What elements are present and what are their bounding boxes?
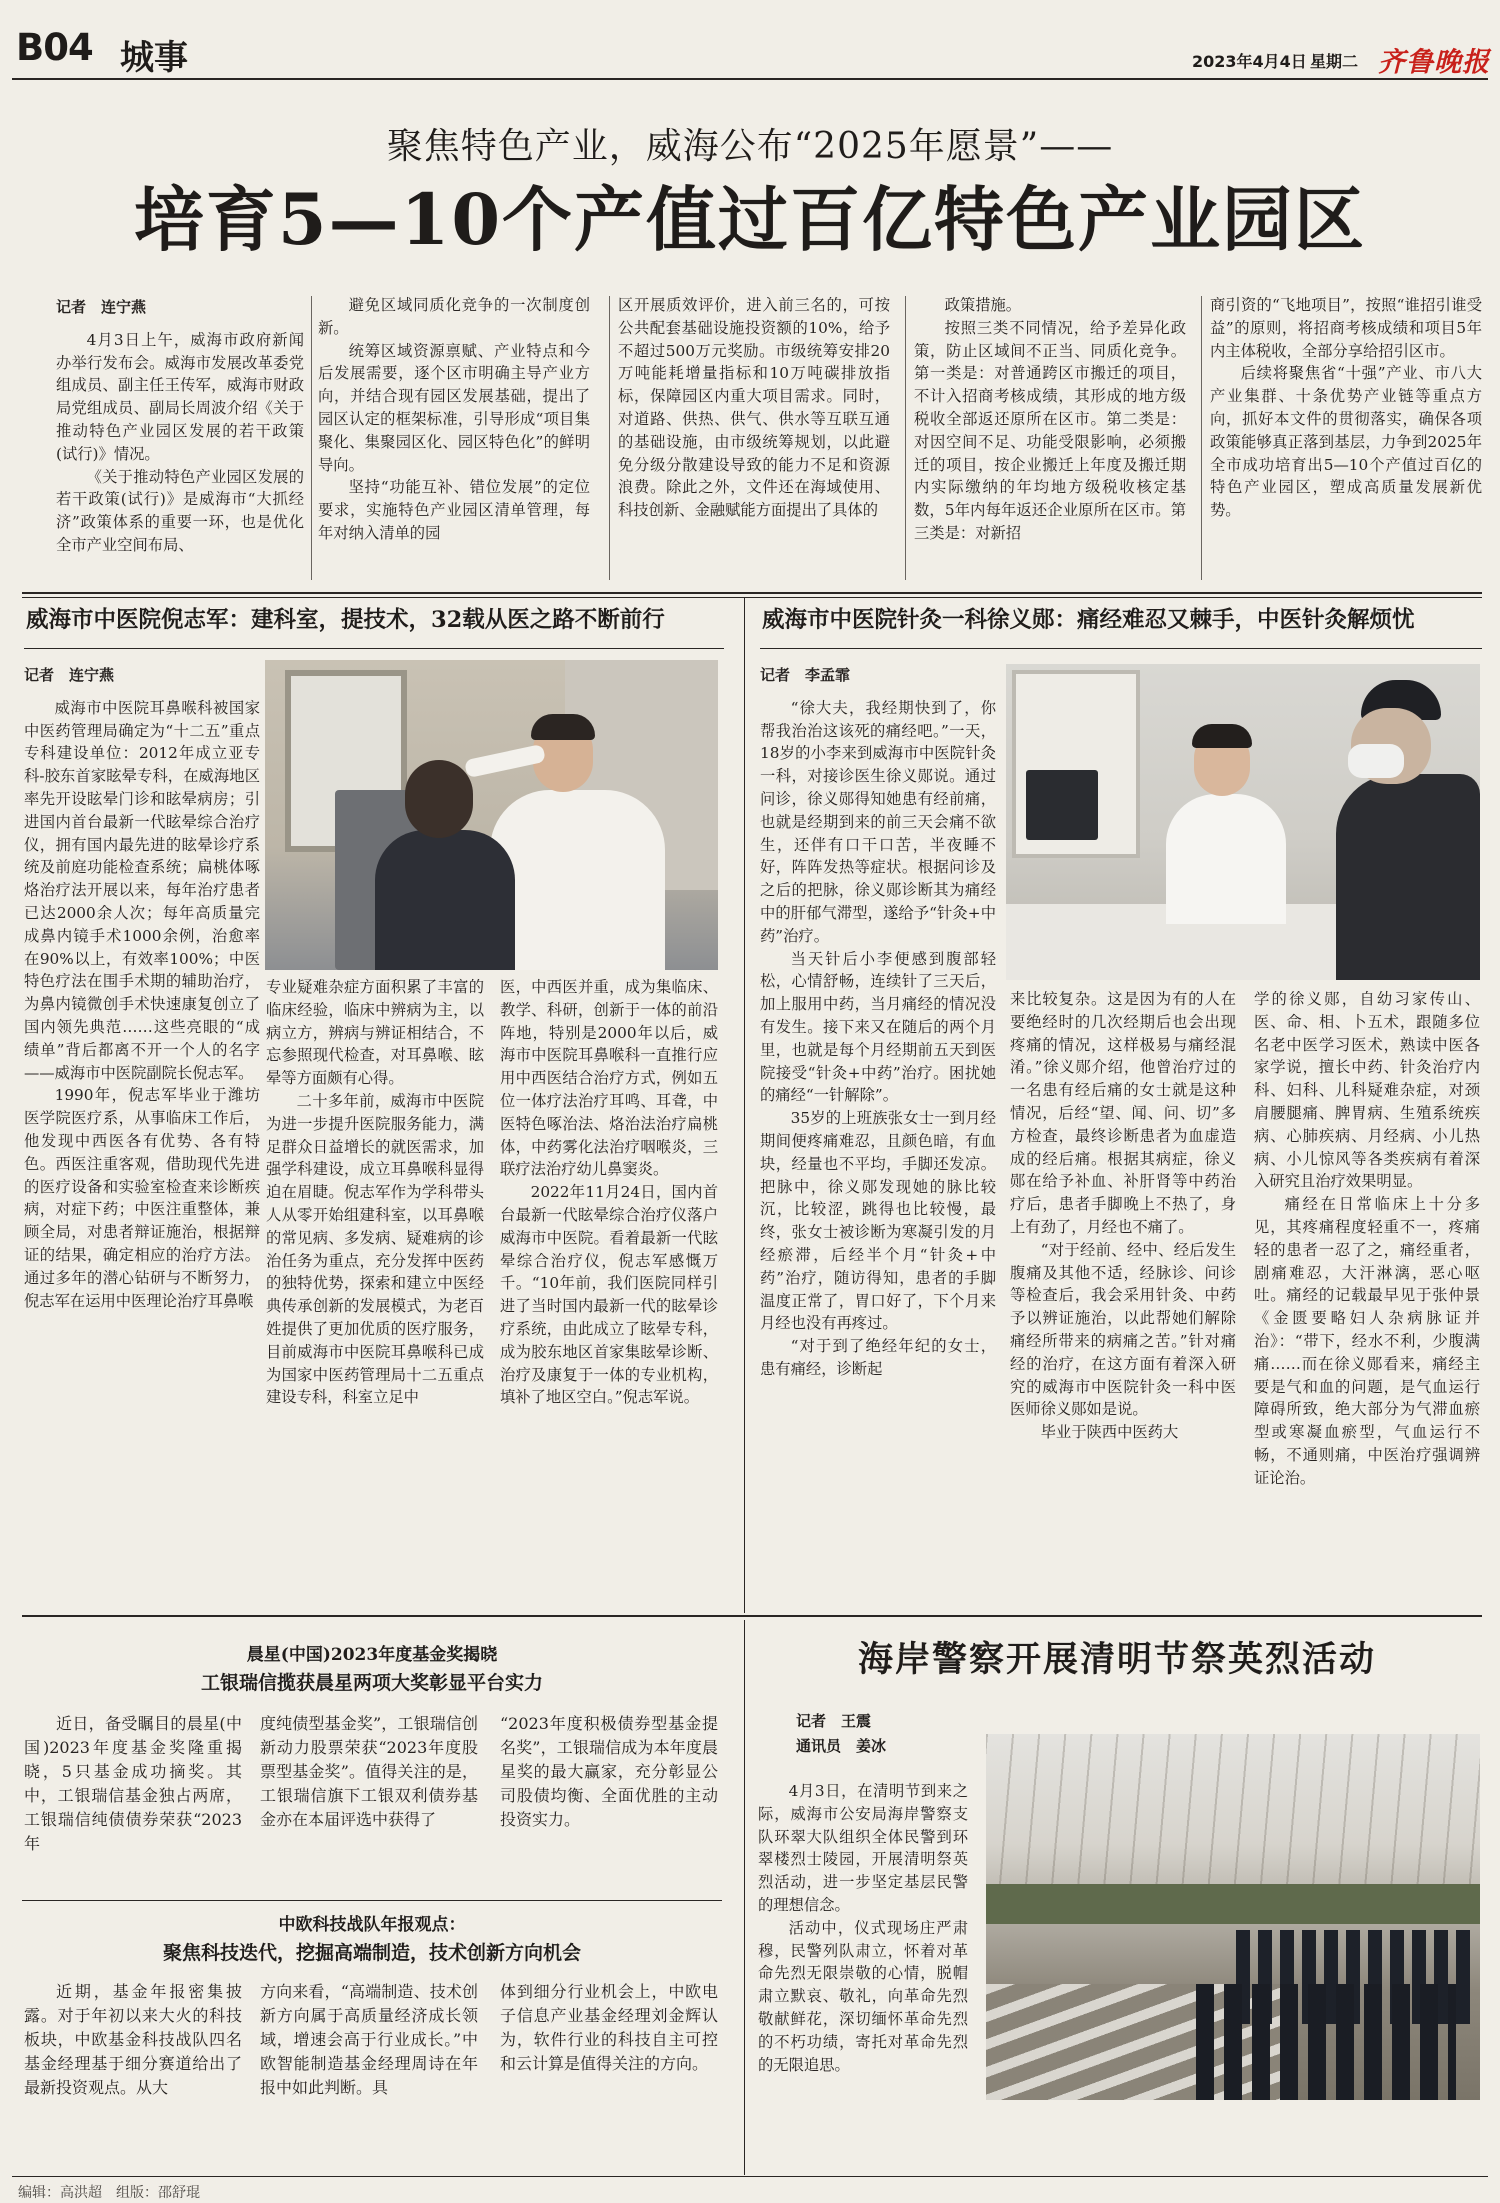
police-para: 4月3日，在清明节到来之际，威海市公安局海岸警察支队环翠大队组织全体民警到环翠楼烈士陵园，开展清明祭英烈活动，进一步坚定基层民警的理想信念。 xyxy=(758,1782,968,1914)
lead-col-2 xyxy=(318,294,590,584)
lead-kicker: 聚焦特色产业，威海公布“2025年愿景”—— xyxy=(386,126,1114,167)
right-col3-para: 痛经在日常临床上十分多见，其疼痛程度轻重不一，疼痛轻的患者一忍了之，痛经重者，剧痛难忍，大汗淋漓，恶心呕吐。痛经的记载最早见于张仲景《金匮要略妇人杂病脉证并治》：“带下，经水不利，少腹满痛……而在徐义郧看来，痛经主要是气和血的问题，是气血运行障碍所致，绝大部分为气滞血瘀型或寒凝血瘀型，气血运行不畅，不通则痛，中医治疗强调辨证论治。 xyxy=(1254,1195,1480,1487)
right-col2-para: 来比较复杂。这是因为有的人在要绝经时的几次经期后也会出现疼痛的情况，这样极易与痛经混淆。”徐义郧介绍，他曾治疗过的一名患有经后痛的女士就是这种情况，后经“望、闻、问、切”多方检查，最终诊断患者为血虚造成的经后痛。根据其病症，徐义郧在给予补血、补肝肾等中药治疗后，患者手脚晚上不热了，身上有劲了，月经也不痛了。 xyxy=(1010,990,1236,1236)
left-col1-para: 1990年，倪志军毕业于潍坊医学院医疗系，从事临床工作后，他发现中西医各有优势、各有特色。西医注重客观，借助现代先进的医疗设备和实验室检查来诊断疾病，对症下药；中医注重整体，兼顾全局，对患者辩证施治，根据辩证的结果，确定相应的治疗方法。通过多年的潜心钻研与不断努力，倪志军在运用中医理论治疗耳鼻喉 xyxy=(24,1086,260,1310)
doctor-hair xyxy=(531,714,595,740)
lead-headline: 培育5—10个产值过百亿特色产业园区 xyxy=(133,178,1367,261)
lead-col-5 xyxy=(1210,294,1482,584)
story-divider xyxy=(744,1620,745,2175)
paper-logo: 齐鲁晚报 xyxy=(1378,47,1490,78)
left-col2-para: 专业疑难杂症方面积累了丰富的临床经验，临床中辨病为主，以病立方，辨病与辨证相结合，不忘参照现代检查，对耳鼻喉、眩晕等方面颇有心得。 xyxy=(266,978,484,1088)
fund-col3-para: “2023年度积极债券型基金提名奖”，工银瑞信成为本年度晨星奖的最大赢家，充分彰显公司股债均衡、全面优胜的主动投资实力。 xyxy=(500,1714,718,1829)
headline-underline xyxy=(760,648,1482,649)
police-byline-reporter: 记者 王震 xyxy=(796,1712,872,1730)
zhongou-col2-para: 方向来看，“高端制造、技术创新方向属于高质量经济成长领域，增速会高于行业成长。”中欧智能制造基金经理周诗在年报中如此判断。具 xyxy=(260,1982,478,2097)
zhongou-subtitle: 中欧科技战队年报观点： xyxy=(278,1915,466,1935)
lead-byline: 记者 连宁燕 xyxy=(56,298,147,316)
section-rule xyxy=(22,1900,722,1901)
left-story-headline: 威海市中医院倪志军：建科室，提技术，32载从医之路不断前行 xyxy=(26,607,665,633)
column-rule xyxy=(1201,296,1202,580)
lead-col2-para: 统筹区域资源禀赋、产业特点和今后发展需要，逐个区市明确主导产业方向，并结合现有园区发展基础，提出了园区认定的框架标准，引导形成“项目集聚化、集聚园区化、园区特色化”的鲜明导向。 xyxy=(318,341,590,474)
right-col-3 xyxy=(1254,988,1480,1610)
editor-credit: 编辑：高洪超 组版：邵舒琨 xyxy=(18,2185,200,2201)
right-byline: 记者 李孟霏 xyxy=(760,666,851,684)
doctor-coat xyxy=(1166,794,1286,924)
patient-body xyxy=(375,830,515,970)
lead-col5-para: 商引资的“飞地项目”，按照“谁招引谁受益”的原则，将招商考核成绩和项目5年内主体税收，全部分享给招引区市。 xyxy=(1210,296,1482,360)
fund-col-2 xyxy=(260,1712,478,1896)
right-col1-para: “对于到了绝经年纪的女士，患有痛经，诊断起 xyxy=(760,1337,996,1378)
left-col-3 xyxy=(500,976,718,1608)
headline-underline xyxy=(24,648,724,649)
left-col3-para: 2022年11月24日，国内首台最新一代眩晕综合治疗仪落户威海市中医院。看着最新一代眩晕综合治疗仪，倪志军感慨万千。“10年前，我们医院同样引进了当时国内最新一代的眩晕诊疗系统，由此成立了眩晕专科，成为胶东地区首家集眩晕诊断、治疗及康复于一体的专业机构，填补了地区空白。”倪志军说。 xyxy=(500,1183,718,1407)
zhongou-col-3 xyxy=(500,1980,718,2170)
masthead-rule xyxy=(12,78,1488,80)
zhongou-headline: 聚焦科技迭代，挖掘高端制造，技术创新方向机会 xyxy=(162,1942,581,1964)
section-rule xyxy=(22,1615,1482,1617)
bare-trees xyxy=(986,1734,1480,1884)
fund-col-3 xyxy=(500,1712,718,1896)
patient-mask xyxy=(1348,744,1404,778)
right-col1-para: “徐大夫，我经期快到了，你帮我治治这该死的痛经吧。”一天，18岁的小李来到威海市中医院针灸一科，对接诊医生徐义郧说。通过问诊，徐义郧得知她患有经前痛，也就是经期到来的前三天会痛不欲生，还伴有口干口苦，半夜睡不好，阵阵发热等症状。根据问诊及之后的把脉，徐义郧诊断其为痛经中的肝郁气滞型，遂给予“针灸+中药”治疗。 xyxy=(760,698,996,945)
right-col1-para: 当天针后小李便感到腹部轻松，心情舒畅，连续针了三天后，加上服用中药，当月痛经的情况没有发生。接下来又在随后的两个月里，也就是每个月经期前五天到医院接受“针灸+中药”治疗。困扰她的痛经“一针解除”。 xyxy=(760,949,996,1105)
doctor-hair xyxy=(1192,724,1252,748)
lead-col-3 xyxy=(618,294,890,584)
zhongou-col-2 xyxy=(260,1980,478,2170)
right-col2-para: 毕业于陕西中医药大 xyxy=(1040,1423,1179,1442)
lead-col1-para: 4月3日上午，威海市政府新闻办举行发布会。威海市发展改革委党组成员、副主任王传军，威海市财政局党组成员、副局长周波介绍《关于推动特色产业园区发展的若干政策(试行)》情况。 xyxy=(56,330,304,463)
zhongou-col1-para: 近期，基金年报密集披露。对于年初以来大火的科技板块，中欧基金科技战队四名基金经理基于细分赛道给出了最新投资观点。从大 xyxy=(24,1982,242,2097)
right-col2-para: “对于经前、经中、经后发生腹痛及其他不适，经脉诊、问诊等检查后，我会采用针灸、中药予以辨证施治，以此帮她们解除痛经所带来的病痛之苦。”针对痛经的治疗，在这方面有着深入研究的威海市中医院针灸一科中医医师徐义郧如是说。 xyxy=(1010,1240,1236,1419)
section-name: 城事 xyxy=(120,38,188,78)
lead-col-1 xyxy=(56,294,304,584)
cemetery-ceremony-photo xyxy=(986,1734,1480,2100)
lead-col-4 xyxy=(914,294,1186,584)
story-divider xyxy=(744,598,745,1613)
left-col1-para: 威海市中医院耳鼻喉科被国家中医药管理局确定为“十二五”重点专科建设单位：2012年成立亚专科-胶东首家眩晕专科，在威海地区率先开设眩晕门诊和眩晕病房；引进国内首台最新一代眩晕综合治疗仪，拥有国内最先进的眩晕诊疗系统及前庭功能检查系统；扁桃体啄烙治疗法开展以来，每年治疗患者已达2000余人次；每年高质量完成鼻内镜手术1000余例，治愈率在90%以上，有效率100%；中医特色疗法在围手术期的辅助治疗，为鼻内镜微创手术快速康复创立了国内领先典范……这些亮眼的“成绩单”背后都离不开一个人的名字——威海市中医院副院长倪志军。 xyxy=(24,698,260,1082)
fund-col2-para: 度纯债型基金奖”，工银瑞信创新动力股票荣获“2023年度股票型基金奖”。值得关注的是，工银瑞信旗下工银双利债券基金亦在本届评选中获得了 xyxy=(260,1714,478,1829)
left-col3-para: 医，中西医并重，成为集临床、教学、科研，创新于一体的前沿阵地，特别是2000年以后，威海市中医院耳鼻喉科一直推行应用中西医结合治疗方式，例如五位一体疗法治疗耳鸣、耳聋，中医特色啄治法、烙治法治疗扁桃体，中药雾化法治疗咽喉炎，三联疗法治疗幼儿鼻窦炎。 xyxy=(500,978,718,1179)
issue-weekday: 星期二 xyxy=(1310,52,1359,71)
lead-col1-para: 《关于推动特色产业园区发展的若干政策(试行)》是威海市“大抓经济”政策体系的重要一环，也是优化全市产业空间布局、 xyxy=(56,467,304,554)
column-rule xyxy=(905,296,906,580)
acupuncture-consult-photo xyxy=(1006,664,1480,980)
right-col-1 xyxy=(760,662,996,1610)
section-rule xyxy=(22,592,1482,598)
lead-col4-para: 政策措施。 xyxy=(944,296,1022,314)
right-story-headline: 威海市中医院针灸一科徐义郧：痛经难忍又棘手，中医针灸解烦忧 xyxy=(762,607,1415,633)
zhongou-col-1 xyxy=(24,1980,242,2170)
column-rule xyxy=(311,296,312,580)
doctor-arm xyxy=(464,744,546,778)
police-para: 活动中，仪式现场庄严肃穆，民警列队肃立，怀着对革命先烈无限崇敬的心情，脱帽肃立默哀、敬礼，向革命先烈敬献鲜花，深切缅怀革命先烈的不朽功绩，寄托对革命先烈的无限追思。 xyxy=(758,1918,968,2074)
hedge-row xyxy=(986,1884,1480,1924)
fund-col1-para: 近日，备受瞩目的晨星(中国)2023年度基金奖隆重揭晓，5只基金成功摘奖。其中，工银瑞信基金独占两席，工银瑞信纯债债券荣获“2023年 xyxy=(24,1714,242,1853)
page-code: B04 xyxy=(16,26,93,69)
left-col-1 xyxy=(24,662,260,1607)
footer-rule xyxy=(12,2176,1488,2177)
lead-col2-para: 避免区域同质化竞争的一次制度创新。 xyxy=(318,296,590,337)
fund-headline: 工银瑞信揽获晨星两项大奖彰显平台实力 xyxy=(200,1672,543,1694)
right-col-2 xyxy=(1010,988,1236,1610)
left-col2-para: 二十多年前，威海市中医院为进一步提升医院服务能力，满足群众日益增长的就医需求，加强学科建设，成立耳鼻喉科显得迫在眉睫。倪志军作为学科带头人从零开始组建科室，以耳鼻喉的常见病、多发病、疑难病的诊治任务为重点，充分发挥中医药的独特优势，探索和建立中医经典传承创新的发展模式，为老百姓提供了更加优质的医疗服务，目前威海市中医院耳鼻喉科已成为国家中医药管理局十二五重点建设专科，科室立足中 xyxy=(266,1091,484,1407)
fund-col-1 xyxy=(24,1712,242,1896)
patient-jacket xyxy=(1336,774,1480,980)
fund-subtitle: 晨星(中国)2023年度基金奖揭晓 xyxy=(246,1645,498,1665)
issue-date: 2023年4月4日 xyxy=(1192,52,1307,71)
doctor-exam-photo xyxy=(265,660,718,970)
lead-col3-para: 区开展质效评价，进入前三名的，可按公共配套基础设施投资额的10%，给予不超过500万元奖励。市级统筹安排20万吨能耗增量指标和10万吨碳排放指标，保障园区内重大项目需求。同时，对道路、供热、供气、供水等互联互通的基础设施，由市级统筹规划，以此避免分级分散建设导致的能力不足和资源浪费。除此之外，文件还在海域使用、科技创新、金融赋能方面提出了具体的 xyxy=(618,296,890,520)
left-col-2 xyxy=(266,976,484,1608)
left-byline: 记者 连宁燕 xyxy=(24,666,115,684)
police-col-1 xyxy=(758,1780,968,2160)
police-headline: 海岸警察开展清明节祭英烈活动 xyxy=(857,1639,1376,1680)
lead-col2-para: 坚持“功能互补、错位发展”的定位要求，实施特色产业园区清单管理，每年对纳入清单的园 xyxy=(318,478,590,542)
computer-monitor xyxy=(1026,770,1098,840)
patient-head xyxy=(405,760,473,838)
police-byline-correspondent: 通讯员 姜冰 xyxy=(796,1737,887,1755)
right-col1-para: 35岁的上班族张女士一到月经期间便疼痛难忍，且颜色暗，有血块，经量也不平均，手脚还发凉。把脉中，徐义郧发现她的脉比较沉，比较涩，跳得也比较慢，最终，张女士被诊断为寒凝引发的月经瘀滞，后经半个月“针灸+中药”治疗，随访得知，患者的手脚温度正常了，胃口好了，下个月来月经也没有再疼过。 xyxy=(760,1109,996,1333)
lead-col4-para: 按照三类不同情况，给予差异化政策，防止区域间不正当、同质化竞争。第一类是：对普通跨区市搬迁的项目，不计入招商考核成绩，其形成的地方级税收全部返还原所在区市。第二类是：对因空间不足、功能受限影响，必须搬迁的项目，按企业搬迁上年度及搬迁期内实际缴纳的年均地方级税收核定基数，5年内每年返还企业原所在区市。第三类是：对新招 xyxy=(914,318,1186,542)
column-rule xyxy=(609,296,610,580)
police-officers-row xyxy=(1196,1984,1456,2100)
lead-col5-para: 后续将聚焦省“十强”产业、市八大产业集群、十条优势产业链等重点方向，抓好本文件的贯彻落实，确保各项政策能够真正落到基层，力争到2025年全市成功培育出5—10个产值过百亿的特色产业园区，塑成高质量发展新优势。 xyxy=(1210,364,1482,520)
right-col3-para: 学的徐义郧，自幼习家传山、医、命、相、卜五术，跟随多位名老中医学习医术，熟读中医各家学说，擅长中药、针灸治疗内科、妇科、儿科疑难杂症，对颈肩腰腿痛、脾胃病、生殖系统疾病、心肺疾病、月经病、小儿热病、小儿惊风等各类疾病有着深入研究且治疗效果明显。 xyxy=(1254,990,1480,1191)
zhongou-col3-para: 体到细分行业机会上，中欧电子信息产业基金经理刘金辉认为，软件行业的科技自主可控和云计算是值得关注的方向。 xyxy=(500,1982,718,2073)
doctor-coat xyxy=(490,790,665,970)
